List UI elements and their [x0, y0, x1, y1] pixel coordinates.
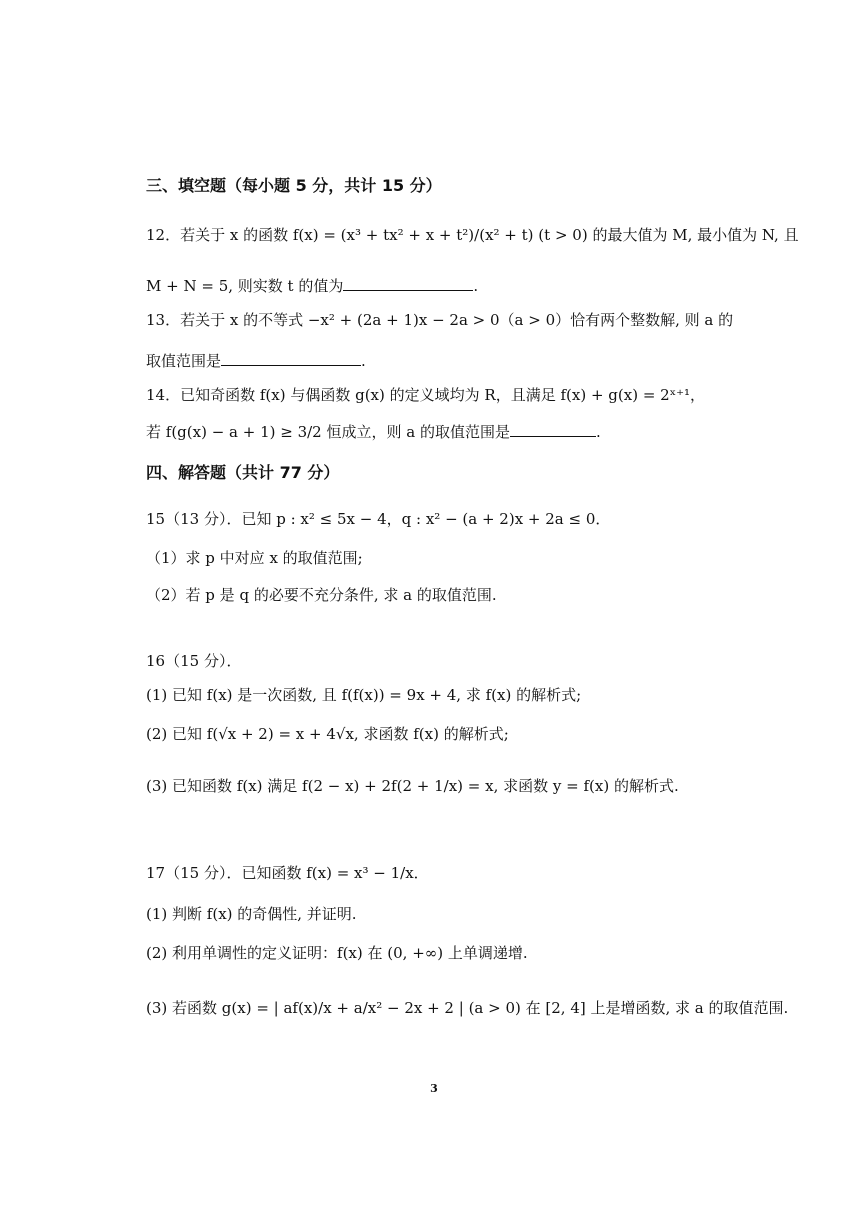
q13-line1: 13．若关于 x 的不等式 −x² + (2a + 1)x − 2a > 0（a > 0）恰有两个整数解, 则 a 的: [146, 311, 734, 329]
q12-line1: 12．若关于 x 的函数 f(x) = (x³ + tx² + x + t²)/(x² + t) (t > 0) 的最大值为 M, 最小值为 N, 且: [146, 226, 799, 244]
q12-end: .: [473, 277, 479, 295]
q17-part1: (1) 判断 f(x) 的奇偶性, 并证明.: [146, 905, 357, 923]
section-fill-title: 三、填空题（每小题 5 分，共计 15 分）: [146, 176, 442, 195]
q15-part1: （1）求 p 中对应 x 的取值范围;: [146, 549, 363, 567]
q12-answer-blank[interactable]: [343, 276, 473, 291]
q16-part3: (3) 已知函数 f(x) 满足 f(2 − x) + 2f(2 + 1/x) = x, 求函数 y = f(x) 的解析式.: [146, 777, 679, 795]
q13-end: .: [361, 352, 366, 370]
q14-line2: [146, 421, 808, 443]
section-answer-title: 四、解答题（共计 77 分）: [146, 463, 340, 482]
q14-text: 若 f(g(x) − a + 1) ≥ 3/2 恒成立，则 a 的取值范围是: [146, 423, 510, 441]
q16-stem: 16（15 分）．: [146, 652, 242, 670]
q16-part1: (1) 已知 f(x) 是一次函数, 且 f(f(x)) = 9x + 4, 求 f(x) 的解析式;: [146, 686, 582, 704]
q14-line1: 14．已知奇函数 f(x) 与偶函数 g(x) 的定义域均为 R，且满足 f(x) + g(x) = 2ˣ⁺¹，: [146, 386, 705, 404]
q13-line2: [146, 350, 808, 372]
q17-part2: (2) 利用单调性的定义证明：f(x) 在 (0, +∞) 上单调递增.: [146, 944, 528, 962]
q16-part2: (2) 已知 f(√x + 2) = x + 4√x, 求函数 f(x) 的解析式;: [146, 725, 509, 743]
q12-text: M + N = 5, 则实数 t 的值为: [146, 277, 344, 295]
q14-answer-blank[interactable]: [510, 422, 596, 437]
q14-end: .: [595, 423, 601, 441]
q17-part3: (3) 若函数 g(x) = | af(x)/x + a/x² − 2x + 2 | (a > 0) 在 [2, 4] 上是增函数, 求 a 的取值范围.: [146, 999, 789, 1017]
q13-answer-blank[interactable]: [221, 351, 361, 366]
q12-line2: [146, 275, 808, 297]
q17-stem: 17（15 分）．已知函数 f(x) = x³ − 1/x．: [146, 864, 429, 882]
q13-text: 取值范围是: [146, 352, 222, 370]
q15-part2: （2）若 p 是 q 的必要不充分条件, 求 a 的取值范围.: [146, 586, 497, 604]
page-number: 3: [430, 1082, 438, 1095]
q15-stem: 15（13 分）．已知 p : x² ≤ 5x − 4，q : x² − (a + 2)x + 2a ≤ 0．: [146, 510, 611, 528]
